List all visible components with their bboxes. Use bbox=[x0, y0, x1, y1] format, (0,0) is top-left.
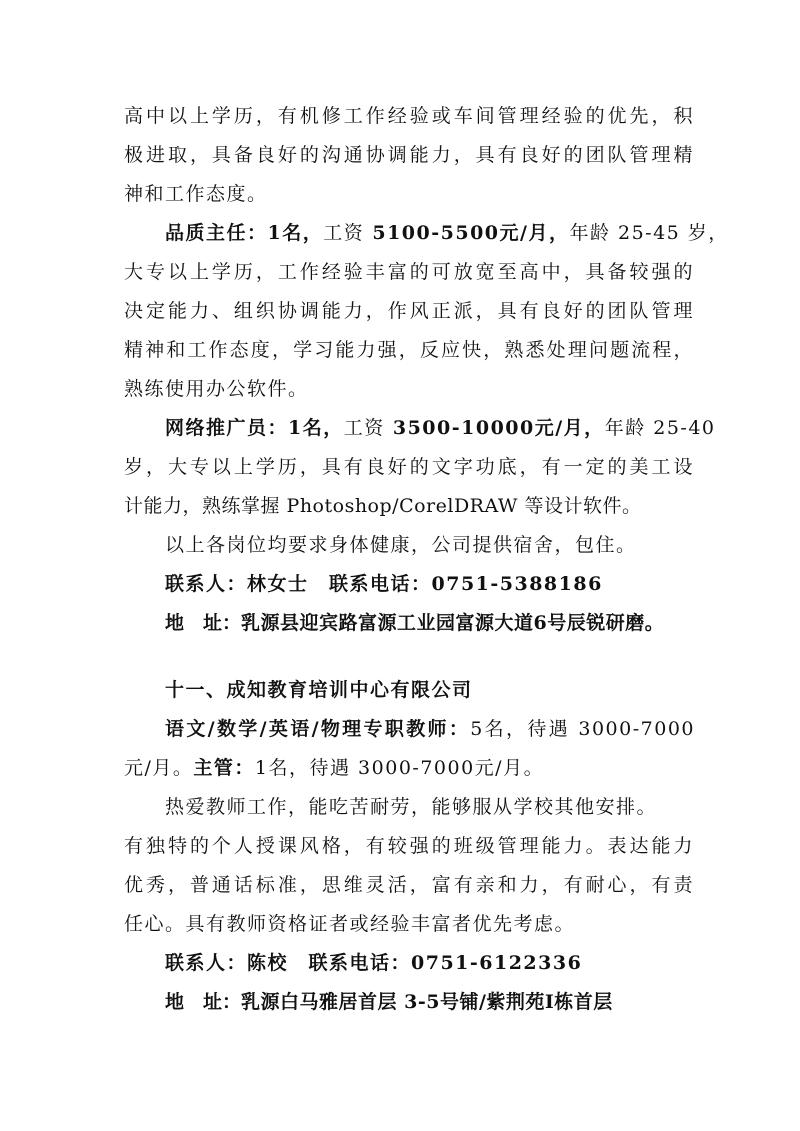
job-title: 主管： bbox=[193, 757, 255, 779]
job-text: 1名，待遇 3000-7000元/月。 bbox=[254, 757, 545, 779]
job-title-line bbox=[165, 410, 716, 446]
job-salary: 3500-10000元/月， bbox=[384, 417, 605, 439]
paragraph-line: 极进取，具备良好的沟通协调能力，具有良好的团队管理精 bbox=[124, 144, 694, 166]
paragraph-line: 以上各岗位均要求身体健康，公司提供宿舍，包住。 bbox=[165, 534, 637, 556]
job-title: 品质主任：1名， bbox=[165, 222, 324, 244]
paragraph-line: 有独特的个人授课风格，有较强的班级管理能力。表达能力 bbox=[124, 835, 694, 857]
job-text: 工资 bbox=[323, 222, 365, 244]
job-text: 年龄 25-45 岁， bbox=[569, 222, 729, 244]
job-text: 年龄 25-40 bbox=[604, 417, 716, 439]
contact-line: 联系人：林女士 联系电话：0751-5388186 bbox=[165, 573, 603, 595]
paragraph-line: 精神和工作态度，学习能力强，反应快，熟悉处理问题流程， bbox=[124, 339, 694, 361]
address-label: 地 址： bbox=[165, 612, 242, 634]
address-text: 乳源白马雅居首层 3-5号铺/紫荆苑Ⅰ栋首层 bbox=[241, 991, 613, 1013]
job-title-line bbox=[165, 711, 695, 747]
paragraph-line: 决定能力、组织协调能力，作风正派，具有良好的团队管理 bbox=[124, 300, 694, 322]
job-title-line bbox=[165, 215, 729, 251]
job-text: 元/月。 bbox=[124, 757, 194, 779]
job-title: 语文/数学/英语/物理专职教师： bbox=[165, 718, 471, 740]
paragraph-line: 任心。具有教师资格证者或经验丰富者优先考虑。 bbox=[124, 913, 576, 935]
address-text: 乳源县迎宾路富源工业园富源大道6号辰锐研磨。 bbox=[241, 612, 665, 634]
paragraph-line: 优秀，普通话标准，思维灵活，富有亲和力，有耐心，有责 bbox=[124, 874, 694, 896]
job-text: 5名，待遇 3000-7000 bbox=[470, 718, 695, 740]
address-line bbox=[165, 605, 695, 641]
paragraph-line: 神和工作态度。 bbox=[124, 183, 268, 205]
paragraph-line: 岁，大专以上学历，具有良好的文字功底，有一定的美工设 bbox=[124, 456, 694, 478]
paragraph-line: 大专以上学历，工作经验丰富的可放宽至高中，具备较强的 bbox=[124, 261, 694, 283]
paragraph-line: 熟练使用办公软件。 bbox=[124, 378, 309, 400]
address-label: 地 址： bbox=[165, 991, 242, 1013]
address-line bbox=[165, 984, 695, 1020]
section-heading: 十一、成知教育培训中心有限公司 bbox=[165, 679, 473, 701]
job-title-line bbox=[124, 750, 694, 786]
paragraph-line: 热爱教师工作，能吃苦耐劳，能够服从学校其他安排。 bbox=[165, 796, 658, 818]
paragraph-line: 计能力，熟练掌握 Photoshop/CorelDRAW 等设计软件。 bbox=[124, 495, 642, 517]
job-salary: 5100-5500元/月， bbox=[364, 222, 570, 244]
contact-line: 联系人：陈校 联系电话：0751-6122336 bbox=[165, 952, 583, 974]
paragraph-line: 高中以上学历，有机修工作经验或车间管理经验的优先，积 bbox=[124, 105, 694, 127]
job-title: 网络推广员：1名， bbox=[165, 417, 344, 439]
job-text: 工资 bbox=[343, 417, 385, 439]
